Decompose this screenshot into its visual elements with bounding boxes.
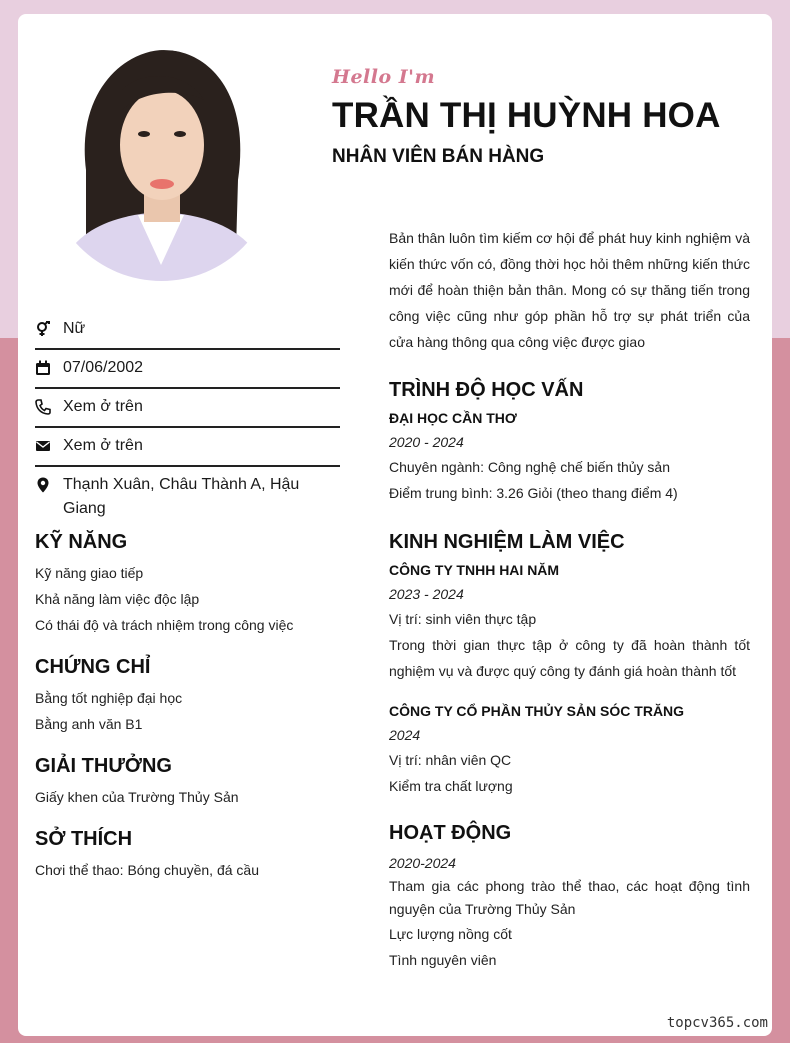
contact-gender-text: Nữ [63,320,86,337]
skill-item: Có thái độ và trách nhiệm trong công việc [35,617,294,633]
contact-email [35,428,340,467]
job-description: Trong thời gian thực tập ở công ty đã hoàn thành tốt nghiệm vụ và được quý công ty đánh giá hoàn thành tốt [389,637,750,679]
activity-item: Lực lượng nồng cốt [389,926,512,942]
awards-section [35,753,345,810]
job-title: NHÂN VIÊN BÁN HÀNG [332,146,545,167]
activities-section [389,820,750,973]
certificate-item: Bằng tốt nghiệp đại học [35,690,183,706]
awards-title: GIẢI THƯỞNG [35,755,172,777]
contact-birthday-text: 07/06/2002 [63,359,144,376]
education-school: ĐẠI HỌC CẦN THƠ [389,410,517,426]
education-major: Chuyên ngành: Công nghệ chế biến thủy sản [389,459,670,475]
skill-item: Kỹ năng giao tiếp [35,565,144,581]
person-portrait-icon [46,50,277,281]
job-description: Kiểm tra chất lượng [389,778,513,794]
skill-item: Khả năng làm việc độc lập [35,591,200,607]
certificates-title: CHỨNG CHỈ [35,656,151,678]
summary-section [389,225,750,355]
job-position: Vị trí: sinh viên thực tập [389,611,537,627]
contact-address-text: Thạnh Xuân, Châu Thành A, Hậu Giang [63,476,300,517]
contact-phone [35,389,340,428]
location-pin-icon [35,473,53,497]
job-period: 2024 [389,727,421,743]
skills-title: KỸ NĂNG [35,531,128,553]
experience-section [389,529,750,799]
contact-birthday [35,350,340,389]
activity-item: Tham gia các phong trào thể thao, các hoạt động tình nguyện của Trường Thủy Sản [389,878,750,917]
candidate-name: TRẦN THỊ HUỲNH HOA [332,96,721,135]
education-title: TRÌNH ĐỘ HỌC VẤN [389,379,584,401]
mail-icon [35,434,53,458]
phone-icon [35,395,53,419]
award-item: Giấy khen của Trường Thủy Sản [35,789,239,805]
contact-email-text: Xem ở trên [63,437,143,454]
activity-item: Tình nguyên viên [389,952,497,968]
skills-section [35,529,345,638]
contact-gender [35,311,340,350]
activities-period: 2020-2024 [389,855,456,871]
activities-title: HOẠT ĐỘNG [389,822,512,844]
contact-address [35,467,340,528]
contact-info [35,311,340,528]
education-period: 2020 - 2024 [389,434,464,450]
education-section [389,377,750,506]
certificate-item: Bằng anh văn B1 [35,716,143,732]
certificates-section [35,654,345,737]
hobbies-title: SỞ THÍCH [35,828,133,850]
greeting-text: Hello I'm [332,66,436,88]
contact-phone-text: Xem ở trên [63,398,143,415]
calendar-icon [35,356,53,380]
education-gpa: Điểm trung bình: 3.26 Giỏi (theo thang điểm 4) [389,485,678,501]
job-period: 2023 - 2024 [389,586,464,602]
job-company: CÔNG TY TNHH HAI NĂM [389,562,560,578]
hobbies-section [35,826,345,883]
site-watermark: topcv365.com [666,1015,768,1031]
hobby-item: Chơi thể thao: Bóng chuyền, đá cầu [35,862,259,878]
gender-icon [35,317,53,341]
profile-photo [46,50,277,281]
experience-title: KINH NGHIỆM LÀM VIỆC [389,531,625,553]
summary-text: Bản thân luôn tìm kiếm cơ hội để phát huy kinh nghiệm và kiến thức vốn có, đồng thời học hỏi thêm những kiến thức mới để hoàn thiện bản thân. Mong có sự thăng tiến trong công việc cũng như góp phần hỗ trợ sự phát triển của cửa hàng thông qua công việc được giao [389,230,750,350]
job-company: CÔNG TY CỔ PHẦN THỦY SẢN SÓC TRĂNG [389,703,685,719]
job-position: Vị trí: nhân viên QC [389,752,512,768]
